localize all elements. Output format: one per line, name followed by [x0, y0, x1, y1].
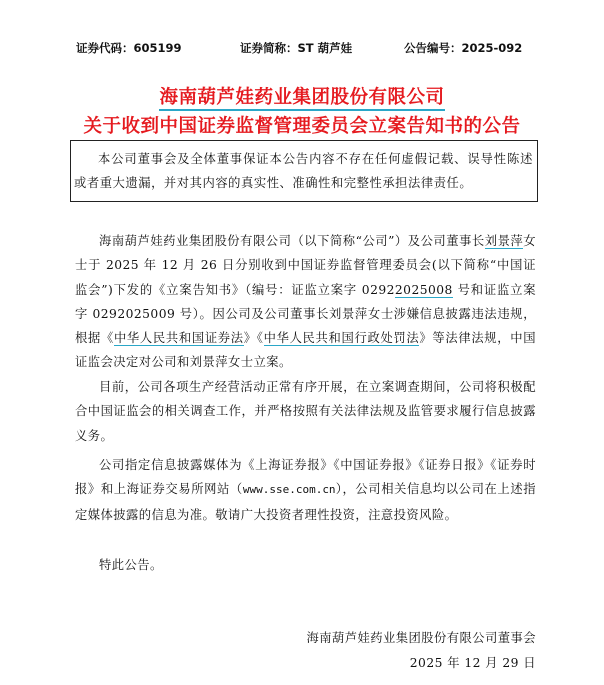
announcement-subject: 关于收到中国证券监督管理委员会立案告知书的公告 — [83, 116, 521, 137]
administrative-penalty-law-link[interactable]: 中华人民共和国行政处罚法 — [263, 331, 420, 346]
closing-text: 特此公告。 — [99, 558, 163, 572]
chairman-name-link[interactable]: 刘景萍 — [484, 234, 524, 248]
p1-text-a: 海南葫芦娃药业集团股份有限公司（以下简称“公司”）及公司董事长 — [99, 234, 485, 248]
case-number-link[interactable]: 2025008 — [394, 282, 453, 297]
p1-text-c: 号和证监立案字 0292025009 号）。因公司及公司董事长刘景萍女士涉嫌信息披露违法违规，根据《 — [75, 282, 536, 346]
sse-website-link[interactable]: www.sse.com.cn — [242, 483, 336, 497]
paragraph-filing-notice — [75, 229, 536, 375]
company-title-text: 海南葫芦娃药业集团股份有限公司 — [159, 87, 444, 111]
board-guarantee-notice — [70, 140, 538, 202]
p1-text-b: 女士于 2025 年 12 月 26 日分别收到中国证券监督管理委员会(以下简称“中国证监会”)下发的《立案告知书》（编号：证监立案字 0292 — [75, 234, 536, 297]
p3-text-b: ），公司相关信息均以公司在上述指定媒体披露的信息为准。敬请广大投资者理性投资，注意投资风险。 — [75, 482, 536, 522]
signature-date: 2025 年 12 月 29 日 — [409, 656, 536, 670]
stock-abbreviation: 证券简称：ST 葫芦娃 — [240, 41, 353, 55]
p1-text-d: 》《 — [243, 331, 264, 346]
document-header — [76, 40, 536, 58]
securities-law-link[interactable]: 中华人民共和国证券法 — [113, 331, 244, 346]
paragraph-closing — [75, 553, 536, 577]
announcement-number: 公告编号：2025-092 — [404, 41, 523, 55]
paragraph-operations — [75, 375, 536, 448]
signature-board: 海南葫芦娃药业集团股份有限公司董事会 — [306, 631, 536, 645]
p1-text-e: 》等法律法规，中国证监会决定对公司和刘景萍女士立案。 — [75, 331, 536, 370]
notice-text: 本公司董事会及全体董事保证本公告内容不存在任何虚假记载、误导性陈述或者重大遗漏，并对其内容的真实性、准确性和完整性承担法律责任。 — [74, 152, 533, 190]
stock-code: 证券代码：605199 — [76, 41, 182, 55]
paragraph-disclosure-media — [75, 453, 536, 527]
company-title — [0, 83, 604, 109]
p2-text: 目前，公司各项生产经营活动正常有序开展，在立案调查期间，公司将积极配合中国证监会的相关调查工作，并严格按照有关法律法规及监管要求履行信息披露义务。 — [75, 380, 536, 443]
p3-text-a: 公司指定信息披露媒体为《上海证券报》《中国证券报》《证券日报》《证券时报》和上海证券交易所网站（ — [75, 458, 536, 497]
